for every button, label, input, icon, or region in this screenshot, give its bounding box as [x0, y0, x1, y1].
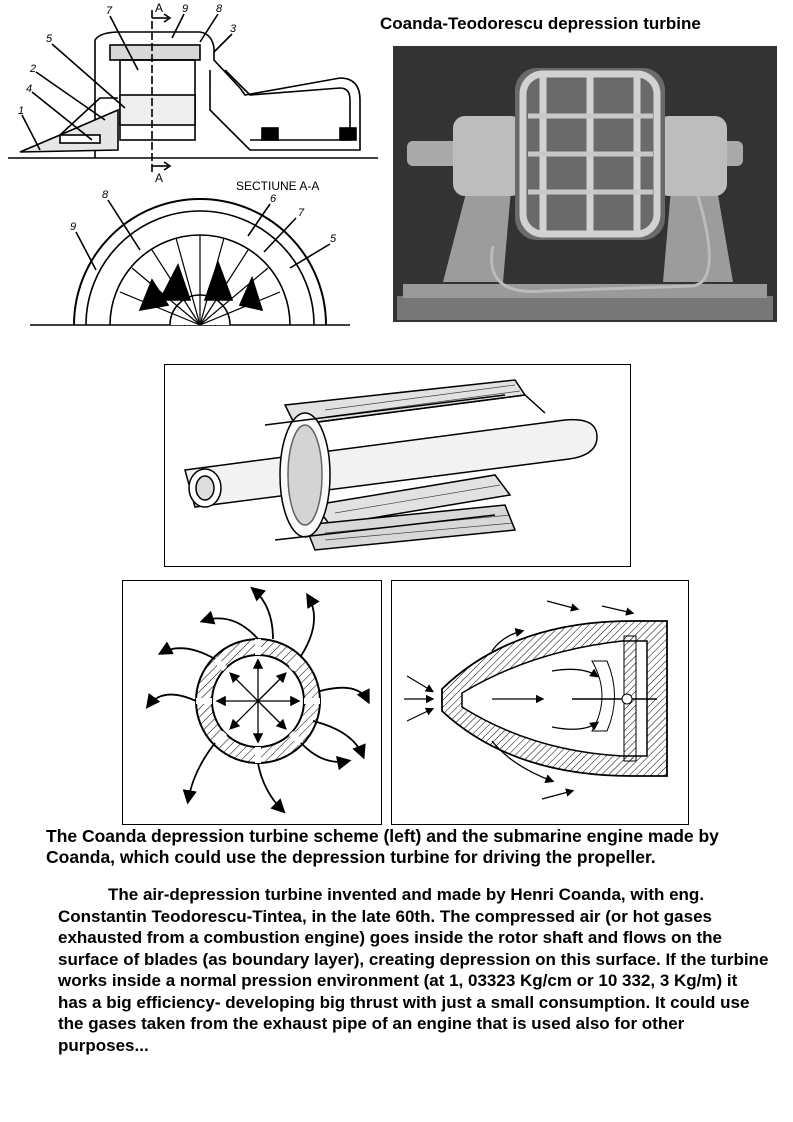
rotor-drawing-frame [164, 364, 631, 567]
rotor-drawing [165, 365, 630, 566]
part-label: 7 [298, 207, 305, 219]
depression-turbine-scheme-frame [122, 580, 382, 825]
section-view-title: SECTIUNE A-A [236, 179, 320, 193]
depression-turbine-scheme [123, 581, 381, 824]
part-label: 2 [30, 63, 37, 75]
submarine-engine-drawing [392, 581, 688, 824]
turbine-section-drawing [0, 0, 385, 335]
section-marker-bottom: A [155, 171, 164, 185]
part-label: 6 [270, 193, 277, 205]
part-label: 1 [18, 105, 25, 117]
turbine-photo [393, 46, 777, 322]
part-label: 9 [70, 221, 77, 233]
part-label: 5 [46, 33, 53, 45]
body-paragraph [58, 884, 770, 1056]
part-label: 8 [216, 3, 223, 15]
submarine-engine-frame [391, 580, 689, 825]
part-label: 8 [102, 189, 109, 201]
section-marker-top: A [155, 1, 164, 15]
part-label: 4 [26, 83, 33, 95]
part-label: 3 [230, 23, 237, 35]
part-label: 9 [182, 3, 189, 15]
part-label: 7 [106, 5, 113, 17]
figure-caption: The Coanda depression turbine scheme (left) and the submarine engine made by Coanda, which could use the depression turbine for driving the propeller. [46, 826, 719, 867]
body-text-content: The air-depression turbine invented and made by Henri Coanda, with eng. Constantin Teodorescu-Tintea, in the late 60th. The compressed air (or hot gases exhausted from a combustion engine) goes inside the rotor shaft and flows on the surface of blades (as boundary layer), creating depression on this surface. If the turbine works inside a normal pression environment (at 1, 03323 Kg/cm or 10 332, 3 Kg/m) it has a big efficiency- developing big thrust with just a small consumption. It could use the gases taken from the exhaust pipe of an engine that is used also for other purposes... [58, 885, 769, 1055]
part-label: 5 [330, 233, 337, 245]
page-title: Coanda-Teodorescu depression turbine [380, 14, 701, 33]
